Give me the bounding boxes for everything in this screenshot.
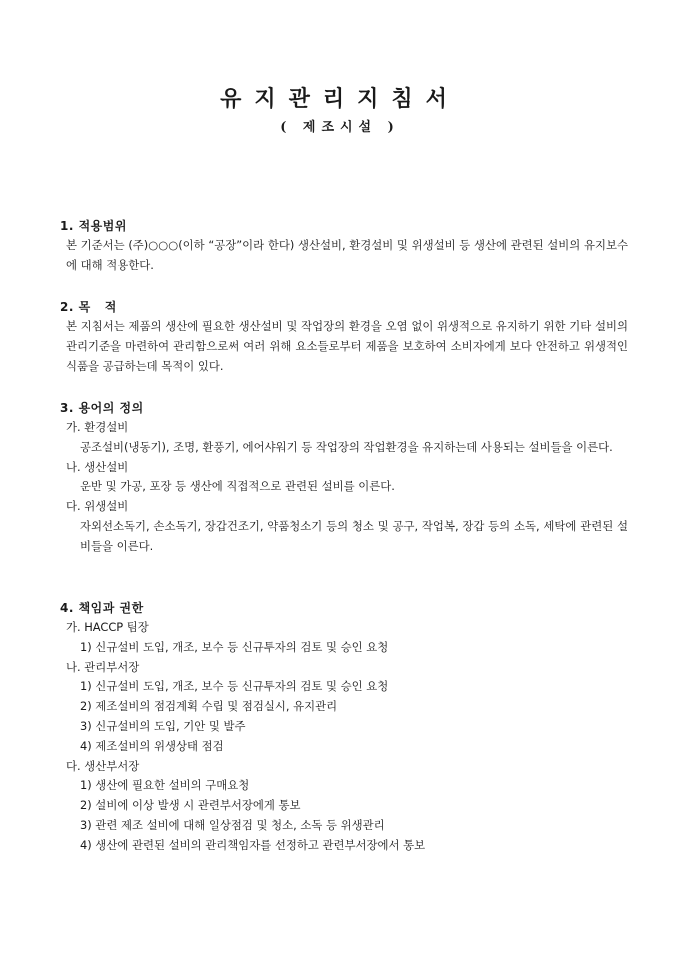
definition-desc: 공조설비(냉동기), 조명, 환풍기, 에어샤워기 등 작업장의 작업환경을 유지하는데 사용되는 설비들을 이른다. bbox=[80, 439, 613, 454]
duty-item: 4) 제조설비의 위생상태 점검 bbox=[80, 738, 224, 753]
section-body: 본 기준서는 (주)○○○(이하 “공장”이라 한다) 생산설비, 환경설비 및 위생설비 등 생산에 관련된 설비의 유지보수에 대해 적용한다. bbox=[66, 238, 628, 272]
document-subtitle: ( 제조시설 ) bbox=[280, 120, 400, 135]
definition-label: 나. 생산설비 bbox=[66, 459, 129, 474]
definition-label: 다. 위생설비 bbox=[66, 499, 129, 514]
section-heading: 4. 책임과 권한 bbox=[60, 601, 144, 615]
duty-item: 1) 신규설비 도입, 개조, 보수 등 신규투자의 검토 및 승인 요청 bbox=[80, 679, 389, 694]
role-label: 다. 생산부서장 bbox=[66, 758, 140, 773]
duty-item: 4) 생산에 관련된 설비의 관리책임자를 선정하고 관련부서장에서 통보 bbox=[80, 837, 426, 852]
duty-item: 3) 관련 제조 설비에 대해 일상점검 및 청소, 소독 등 위생관리 bbox=[80, 817, 385, 832]
duty-item: 1) 생산에 필요한 설비의 구매요청 bbox=[80, 778, 250, 793]
section-purpose bbox=[60, 298, 628, 376]
duty-item: 3) 신규설비의 도입, 기안 및 발주 bbox=[80, 718, 246, 733]
section-responsibilities bbox=[60, 599, 628, 856]
section-heading: 3. 용어의 정의 bbox=[60, 401, 144, 415]
definition-desc: 운반 및 가공, 포장 등 생산에 직접적으로 관련된 설비를 이른다. bbox=[80, 479, 395, 494]
role-label: 가. HACCP 팀장 bbox=[66, 620, 149, 634]
section-heading: 2. 목 적 bbox=[60, 300, 117, 314]
document-title: 유지관리지침서 bbox=[220, 86, 460, 112]
definition-label: 가. 환경설비 bbox=[66, 420, 129, 434]
duty-item: 1) 신규설비 도입, 개조, 보수 등 신규투자의 검토 및 승인 요청 bbox=[80, 639, 389, 654]
section-body: 본 지침서는 제품의 생산에 필요한 생산설비 및 작업장의 환경을 오염 없이 위생적으로 유지하기 위한 기타 설비의 관리기준을 마련하여 관리함으로써 여러 위해 요소들로부터 제품을 보호하여 소비자에게 보다 안전하고 위생적인 식품을 공급하는데 목적이 있다. bbox=[66, 319, 628, 373]
definition-desc: 자외선소독기, 손소독기, 장갑건조기, 약품청소기 등의 청소 및 공구, 작업복, 장갑 등의 소독, 세탁에 관련된 설비들을 이른다. bbox=[80, 518, 628, 553]
section-definitions bbox=[60, 399, 628, 557]
section-heading: 1. 적용범위 bbox=[60, 219, 127, 233]
duty-item: 2) 설비에 이상 발생 시 관련부서장에게 통보 bbox=[80, 798, 301, 813]
role-label: 나. 관리부서장 bbox=[66, 659, 140, 674]
duty-item: 2) 제조설비의 점검계획 수립 및 점검실시, 유지관리 bbox=[80, 699, 338, 714]
section-scope bbox=[60, 217, 628, 276]
